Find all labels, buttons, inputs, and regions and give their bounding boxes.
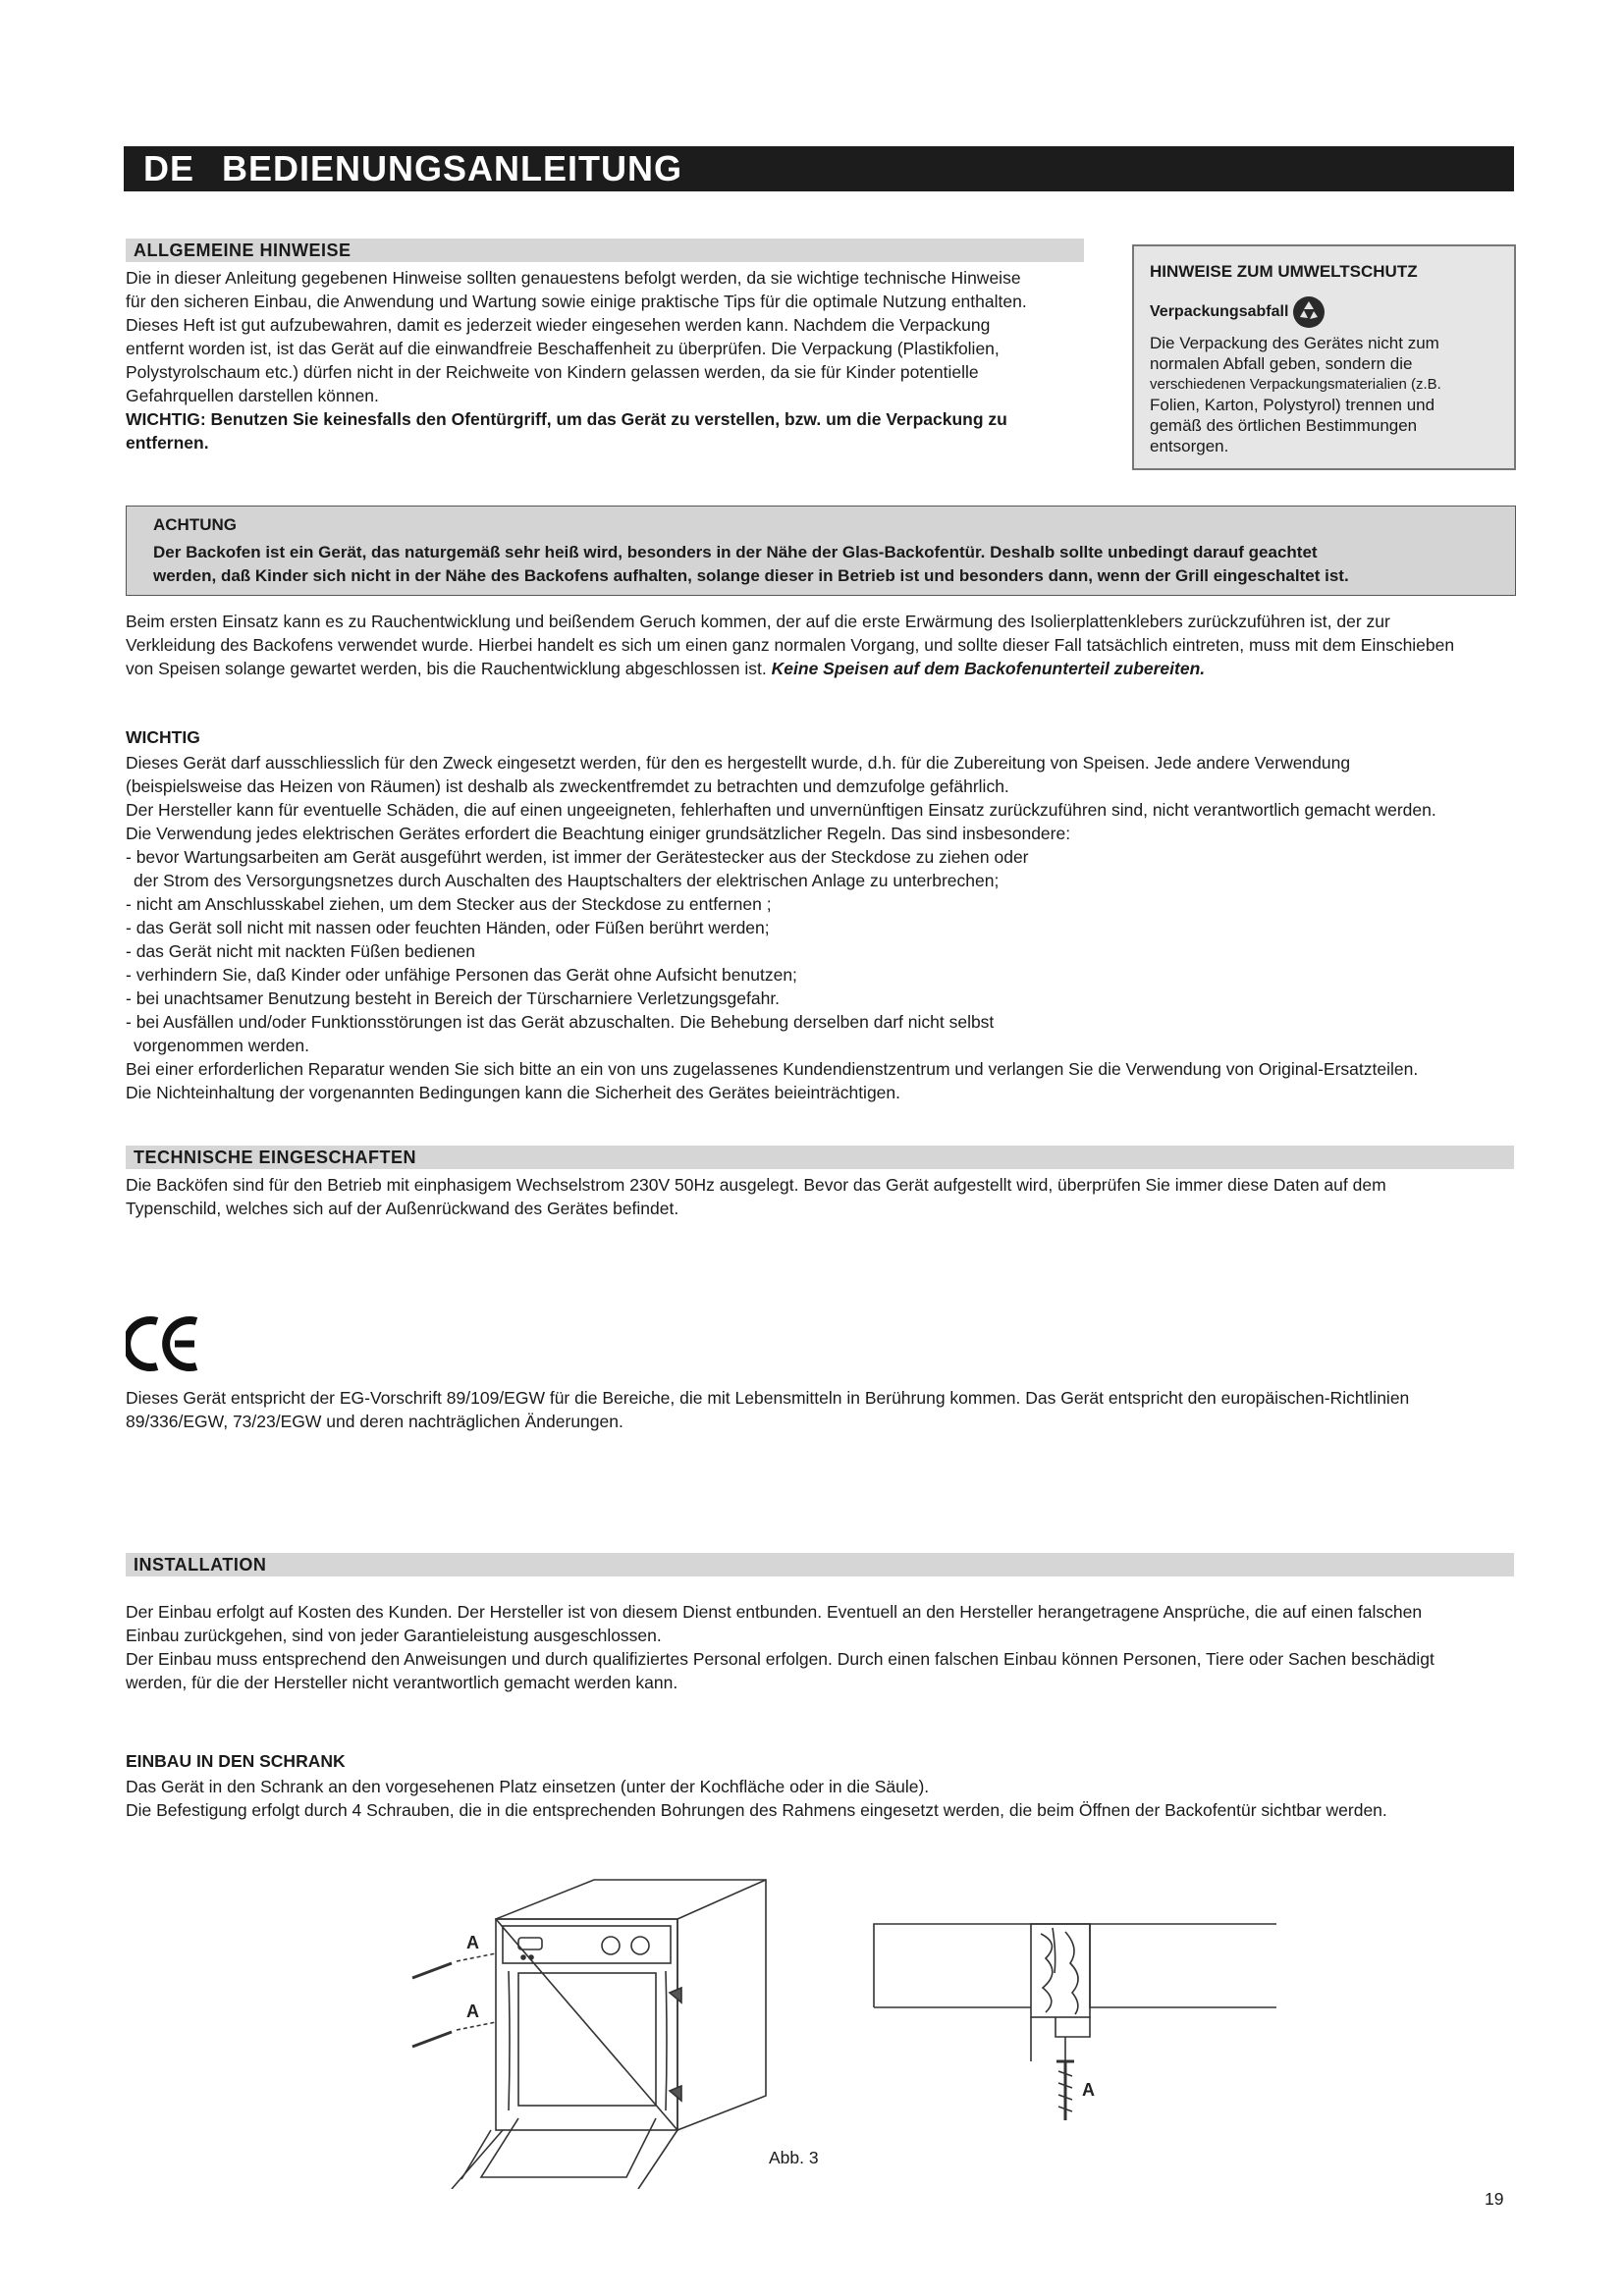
attention-title: ACHTUNG [153, 515, 237, 534]
text-line: von Speisen solange gewartet werden, bis die Rauchentwicklung abgeschlossen ist. Keine Speisen auf dem Backofenunterteil zubereiten. [126, 659, 1206, 678]
list-item: der Strom des Versorgungsnetzes durch Auschalten des Hauptschalters der elektrischen Anlage zu unterbrechen; [134, 871, 1000, 890]
text-line: Der Hersteller kann für eventuelle Schäden, die auf einen ungeeigneten, fehlerhaften und unvernünftigen Einsatz zurückzuführen sind, nicht verantwortlich gemacht werden. [126, 800, 1436, 820]
text-line: Dieses Heft ist gut aufzubewahren, damit es jederzeit wieder eingesehen werden kann. Nachdem die Verpackung [126, 315, 991, 335]
environment-title: HINWEISE ZUM UMWELTSCHUTZ [1150, 262, 1418, 281]
text-line: (beispielsweise das Heizen von Räumen) ist deshalb als zweckentfremdet zu betrachten und demzufolge gefährlich. [126, 776, 1009, 796]
text-line: Der Einbau muss entsprechend den Anweisungen und durch qualifiziertes Personal erfolgen. Durch einen falschen Einbau können Personen, Tiere oder Sachen beschädigt [126, 1649, 1435, 1669]
list-item: - das Gerät nicht mit nackten Füßen bedienen [126, 941, 476, 961]
page-header [124, 146, 1514, 191]
figure-label-a: A [1082, 2080, 1095, 2100]
text-line: Die Verwendung jedes elektrischen Gerätes erfordert die Beachtung einiger grundsätzlicher Regeln. Das sind insbesondere: [126, 824, 1071, 843]
first-use-text [126, 610, 1514, 680]
text-line: Beim ersten Einsatz kann es zu Rauchentwicklung und beißendem Geruch kommen, der auf die erste Erwärmung des Isolierplattenklebers zurückzuführen ist, der zur [126, 612, 1390, 631]
list-item: - bevor Wartungsarbeiten am Gerät ausgeführt werden, ist immer der Gerätestecker aus der Steckdose zu ziehen oder [126, 847, 1029, 867]
text-line: Die Befestigung erfolgt durch 4 Schrauben, die in die entsprechenden Bohrungen des Rahmens eingesetzt werden, die beim Öffnen der Backofentür sichtbar werden. [126, 1800, 1387, 1820]
list-item: - verhindern Sie, daß Kinder oder unfähige Personen das Gerät ohne Aufsicht benutzen; [126, 965, 797, 985]
page-number: 19 [1485, 2189, 1504, 2209]
section-heading-technical: TECHNISCHE EINGESCHAFTEN [126, 1146, 1514, 1169]
text-line: verschiedenen Verpackungsmaterialien (z.B. [1150, 376, 1441, 393]
installation-text [126, 1600, 1514, 1694]
figure-label-a: A [466, 2002, 479, 2021]
text-line: Die Backöfen sind für den Betrieb mit einphasigem Wechselstrom 230V 50Hz ausgelegt. Bevor das Gerät aufgestellt wird, überprüfen Sie immer diese Daten auf dem [126, 1175, 1386, 1195]
language-code: DE [143, 148, 195, 188]
text-line: Dieses Gerät darf ausschliesslich für den Zweck eingesetzt werden, für den es hergestellt wurde, d.h. für die Zubereitung von Speisen. Jede andere Verwendung [126, 753, 1351, 773]
important-text [126, 751, 1514, 1104]
text-line: 89/336/EGW, 73/23/EGW und deren nachträglichen Änderungen. [126, 1412, 623, 1431]
text-line: Einbau zurückgehen, sind von jeder Garantieleistung ausgeschlossen. [126, 1626, 662, 1645]
page-title: BEDIENUNGSANLEITUNG [222, 148, 683, 188]
text-line: Die Verpackung des Gerätes nicht zum [1150, 334, 1439, 352]
list-item: vorgenommen werden. [134, 1036, 309, 1055]
text-line: Der Backofen ist ein Gerät, das naturgemäß sehr heiß wird, besonders in der Nähe der Glas-Backofentür. Deshalb sollte unbedingt darauf geachtet [153, 543, 1318, 561]
section-heading-installation: INSTALLATION [126, 1553, 1514, 1576]
important-heading: WICHTIG [126, 727, 200, 747]
general-text [126, 266, 1088, 454]
screw-detail-figure [864, 1914, 1276, 2140]
oven-installation-figure [393, 1865, 805, 2189]
figure-caption: Abb. 3 [769, 2148, 819, 2167]
figure-label-a: A [466, 1933, 479, 1952]
text-line: Dieses Gerät entspricht der EG-Vorschrift 89/109/EGW für die Bereiche, die mit Lebensmitteln in Berührung kommen. Das Gerät entspricht den europäischen-Richtlinien [126, 1388, 1410, 1408]
text-line: gemäß des örtlichen Bestimmungen [1150, 416, 1418, 435]
text-line: normalen Abfall geben, sondern die [1150, 354, 1413, 373]
cabinet-heading: EINBAU IN DEN SCHRANK [126, 1751, 346, 1771]
text-line: Bei einer erforderlichen Reparatur wenden Sie sich bitte an ein von uns zugelassenes Kundendienstzentrum und verlangen Sie die Verwendung von Original-Ersatzteilen. [126, 1059, 1419, 1079]
text-line: Folien, Karton, Polystyrol) trennen und [1150, 396, 1435, 414]
text-line: Verkleidung des Backofens verwendet wurde. Hierbei handelt es sich um einen ganz normalen Vorgang, und sollte dieser Fall tatsächlich eintreten, muss mit dem Einschieben [126, 635, 1455, 655]
cabinet-text [126, 1775, 1514, 1822]
text-line: werden, für die der Hersteller nicht verantwortlich gemacht werden kann. [126, 1673, 678, 1692]
list-item: - das Gerät soll nicht mit nassen oder feuchten Händen, oder Füßen berührt werden; [126, 918, 770, 937]
warning-line: entfernen. [126, 433, 209, 453]
list-item: - bei unachtsamer Benutzung besteht in Bereich der Türscharniere Verletzungsgefahr. [126, 988, 781, 1008]
text-line: Gefahrquellen darstellen können. [126, 386, 379, 405]
ce-text [126, 1386, 1514, 1433]
recycle-icon [1292, 295, 1326, 329]
text-line: entfernt worden ist, ist das Gerät auf die einwandfreie Beschaffenheit zu überprüfen. Die Verpackung (Plastikfolien, [126, 339, 1000, 358]
environment-box [1132, 244, 1516, 470]
attention-box [126, 506, 1516, 596]
attention-text [153, 541, 1494, 588]
environment-text [1150, 333, 1501, 456]
technical-text [126, 1173, 1514, 1220]
text-line: Der Einbau erfolgt auf Kosten des Kunden. Der Hersteller ist von diesem Dienst entbunden. Eventuell an den Hersteller herangetragene Ansprüche, die auf einen falschen [126, 1602, 1423, 1622]
text-line: Polystyrolschaum etc.) dürfen nicht in der Reichweite von Kindern gelassen werden, da sie für Kinder potentielle [126, 362, 979, 382]
environment-subtitle: Verpackungsabfall [1150, 295, 1326, 329]
emphasis-text: Keine Speisen auf dem Backofenunterteil zubereiten. [771, 659, 1206, 678]
text-line: Das Gerät in den Schrank an den vorgesehenen Platz einsetzen (unter der Kochfläche oder in die Säule). [126, 1777, 930, 1796]
section-heading-general: ALLGEMEINE HINWEISE [126, 239, 1084, 262]
text-line: Typenschild, welches sich auf der Außenrückwand des Gerätes befindet. [126, 1199, 679, 1218]
text-line: für den sicheren Einbau, die Anwendung und Wartung sowie einige praktische Tips für die optimale Nutzung enthalten. [126, 292, 1027, 311]
text-line: Die in dieser Anleitung gegebenen Hinweise sollten genauestens befolgt werden, da sie wichtige technische Hinweise [126, 268, 1021, 288]
text-line: werden, daß Kinder sich nicht in der Nähe des Backofens aufhalten, solange dieser in Betrieb ist und besonders dann, wenn der Grill eingeschaltet ist. [153, 566, 1349, 585]
list-item: - nicht am Anschlusskabel ziehen, um dem Stecker aus der Steckdose zu entfernen ; [126, 894, 772, 914]
ce-mark-icon [126, 1315, 202, 1372]
list-item: - bei Ausfällen und/oder Funktionsstörungen ist das Gerät abzuschalten. Die Behebung derselben darf nicht selbst [126, 1012, 995, 1032]
warning-line: WICHTIG: Benutzen Sie keinesfalls den Ofentürgriff, um das Gerät zu verstellen, bzw. um die Verpackung zu [126, 409, 1007, 429]
text-line: entsorgen. [1150, 437, 1229, 455]
text-line: Die Nichteinhaltung der vorgenannten Bedingungen kann die Sicherheit des Gerätes beieinträchtigen. [126, 1083, 901, 1102]
